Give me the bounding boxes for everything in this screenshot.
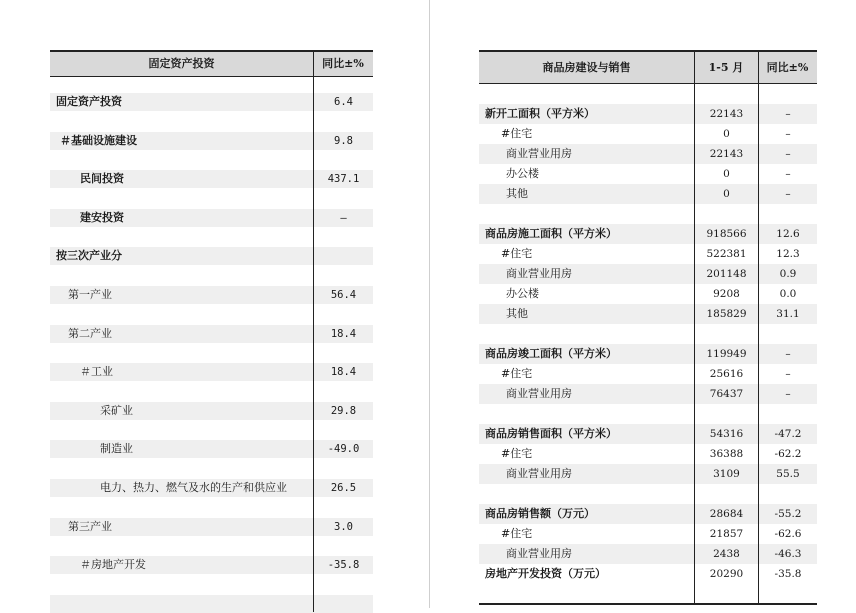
table-row — [479, 344, 817, 364]
header-yoy: 同比±% — [322, 57, 364, 70]
row-label: 商业营业用房 — [506, 267, 572, 280]
row-label: 民间投资 — [80, 172, 124, 186]
row-value — [314, 247, 373, 265]
row-value: 29.8 — [330, 404, 357, 417]
table-row — [50, 402, 373, 420]
row-value: 6.4 — [334, 96, 353, 108]
row-value-period: 119949 — [706, 348, 747, 360]
table-row — [50, 132, 373, 150]
row-value-period: 522381 — [706, 248, 747, 260]
row-label: 建安投资 — [80, 210, 124, 224]
row-value-yoy: 0.9 — [779, 268, 797, 280]
row-value-period: 76437 — [709, 388, 744, 400]
row-value: -49.0 — [327, 443, 360, 456]
row-label: #住宅 — [501, 527, 533, 540]
column-divider — [313, 52, 314, 612]
row-value-yoy: – — [785, 388, 791, 400]
row-value: – — [340, 211, 347, 224]
header-yoy: 同比±% — [766, 61, 809, 74]
table-header — [50, 50, 373, 77]
header-period: 1-5 月 — [708, 61, 744, 74]
table-row — [50, 93, 373, 111]
table-row — [50, 209, 373, 227]
row-value-yoy: -55.2 — [774, 508, 802, 520]
header-item: 商品房建设与销售 — [542, 61, 631, 74]
row-label: #住宅 — [501, 367, 533, 380]
table-row — [479, 444, 817, 464]
bottom-rule — [479, 603, 817, 605]
column-divider — [758, 52, 759, 604]
row-label: 商品房销售额（万元） — [485, 507, 595, 520]
row-value-period: 22143 — [709, 148, 744, 160]
row-value-period: 0 — [723, 188, 730, 200]
header-item: 固定资产投资 — [148, 57, 215, 70]
table-row — [479, 424, 817, 444]
row-value-period: 0 — [723, 168, 730, 180]
row-value-period: 3109 — [713, 468, 740, 480]
table-row — [479, 504, 817, 524]
table-row — [479, 384, 817, 404]
row-value-period: 36388 — [709, 448, 744, 460]
table-row — [479, 364, 817, 384]
row-value-period: 54316 — [709, 428, 744, 440]
row-value-period: 28684 — [709, 508, 744, 520]
table-row — [50, 325, 373, 343]
row-value: 9.8 — [334, 134, 353, 147]
row-label: 第三产业 — [68, 519, 112, 533]
row-label: 采矿业 — [100, 403, 133, 417]
fixed-asset-investment-table — [50, 50, 373, 610]
row-value: 18.4 — [330, 327, 357, 340]
row-label: 商品房竣工面积（平方米） — [485, 347, 617, 360]
table-row — [50, 247, 373, 265]
row-label: ＃基础设施建设 — [60, 133, 137, 147]
row-value-yoy: 0.0 — [779, 288, 797, 300]
table-row — [479, 104, 817, 124]
table-row — [50, 286, 373, 304]
column-divider — [694, 52, 695, 604]
row-value-yoy: -46.3 — [774, 548, 802, 560]
row-label: 其他 — [506, 187, 528, 200]
table-row — [50, 363, 373, 381]
row-value: 3.0 — [334, 520, 353, 533]
row-value-period: 21857 — [709, 528, 744, 540]
row-value-yoy: – — [785, 348, 791, 360]
table-row — [479, 304, 817, 324]
row-value: 437.1 — [327, 173, 360, 186]
row-value: 56.4 — [330, 289, 357, 301]
row-value-yoy: – — [785, 368, 791, 380]
table-row — [479, 144, 817, 164]
row-label: 商业营业用房 — [506, 467, 572, 480]
row-value-yoy: 12.3 — [776, 248, 800, 260]
row-value-yoy: – — [785, 108, 791, 120]
row-value-period: 2438 — [713, 548, 740, 560]
table-row — [479, 524, 817, 544]
table-row — [479, 164, 817, 184]
row-value-yoy: -35.8 — [774, 568, 802, 580]
table-row — [50, 170, 373, 188]
row-value-period: 25616 — [709, 368, 744, 380]
row-value-period: 20290 — [709, 568, 744, 580]
row-label: ＃工业 — [80, 365, 113, 379]
row-value-period: 185829 — [706, 308, 747, 320]
row-label: 商品房施工面积（平方米） — [485, 227, 617, 240]
row-label: 固定资产投资 — [56, 95, 122, 108]
row-label: 商业营业用房 — [506, 547, 572, 560]
row-label: 房地产开发投资（万元） — [485, 567, 606, 580]
row-value-period: 0 — [723, 128, 730, 140]
row-value-yoy: – — [785, 128, 791, 140]
row-label: #住宅 — [501, 247, 533, 260]
row-value-period: 22143 — [709, 108, 744, 120]
row-label: 第二产业 — [68, 326, 112, 340]
row-value-yoy: -47.2 — [774, 428, 802, 440]
commercial-housing-table — [479, 50, 817, 610]
page-divider — [429, 0, 430, 608]
row-value-period: 9208 — [713, 288, 740, 300]
table-row — [50, 595, 373, 613]
table-row — [479, 264, 817, 284]
row-value-yoy: -62.2 — [774, 448, 802, 460]
row-value: -35.8 — [327, 559, 360, 572]
row-value — [314, 595, 373, 613]
table-row — [479, 544, 817, 564]
row-value-yoy: – — [785, 188, 791, 200]
row-label: 办公楼 — [506, 167, 539, 180]
row-value-yoy: – — [785, 148, 791, 160]
row-label: ＃房地产开发 — [80, 558, 146, 572]
row-value-yoy: 31.1 — [776, 308, 800, 320]
table-row — [50, 556, 373, 574]
row-value-yoy: 55.5 — [776, 468, 800, 480]
row-label: 按三次产业分 — [56, 249, 122, 263]
row-value-period: 201148 — [706, 268, 747, 280]
row-label: #住宅 — [501, 447, 533, 460]
table-row — [479, 464, 817, 484]
table-row — [50, 518, 373, 536]
row-label: 第一产业 — [68, 288, 112, 301]
row-value: 18.4 — [330, 366, 357, 379]
row-label: 新开工面积（平方米） — [485, 107, 595, 120]
table-header — [479, 50, 817, 84]
row-value-yoy: 12.6 — [776, 228, 800, 240]
table-row — [479, 184, 817, 204]
row-value-yoy: – — [785, 168, 791, 180]
table-row — [479, 564, 817, 584]
row-label: 办公楼 — [506, 287, 539, 300]
row-label: #住宅 — [501, 127, 533, 140]
row-value-yoy: -62.6 — [774, 528, 802, 540]
table-row — [479, 244, 817, 264]
row-label: 商业营业用房 — [506, 147, 572, 160]
table-row — [479, 124, 817, 144]
row-label: 制造业 — [100, 442, 133, 456]
table-row — [479, 224, 817, 244]
row-label: 商业营业用房 — [506, 387, 572, 400]
table-row — [50, 440, 373, 458]
row-value: 26.5 — [330, 482, 357, 494]
row-label: 电力、热力、燃气及水的生产和供应业 — [100, 481, 287, 494]
row-label: 其他 — [506, 307, 528, 320]
row-value-period: 918566 — [706, 228, 747, 240]
table-row — [479, 284, 817, 304]
table-row — [50, 479, 373, 497]
row-label: 商品房销售面积（平方米） — [485, 427, 617, 440]
